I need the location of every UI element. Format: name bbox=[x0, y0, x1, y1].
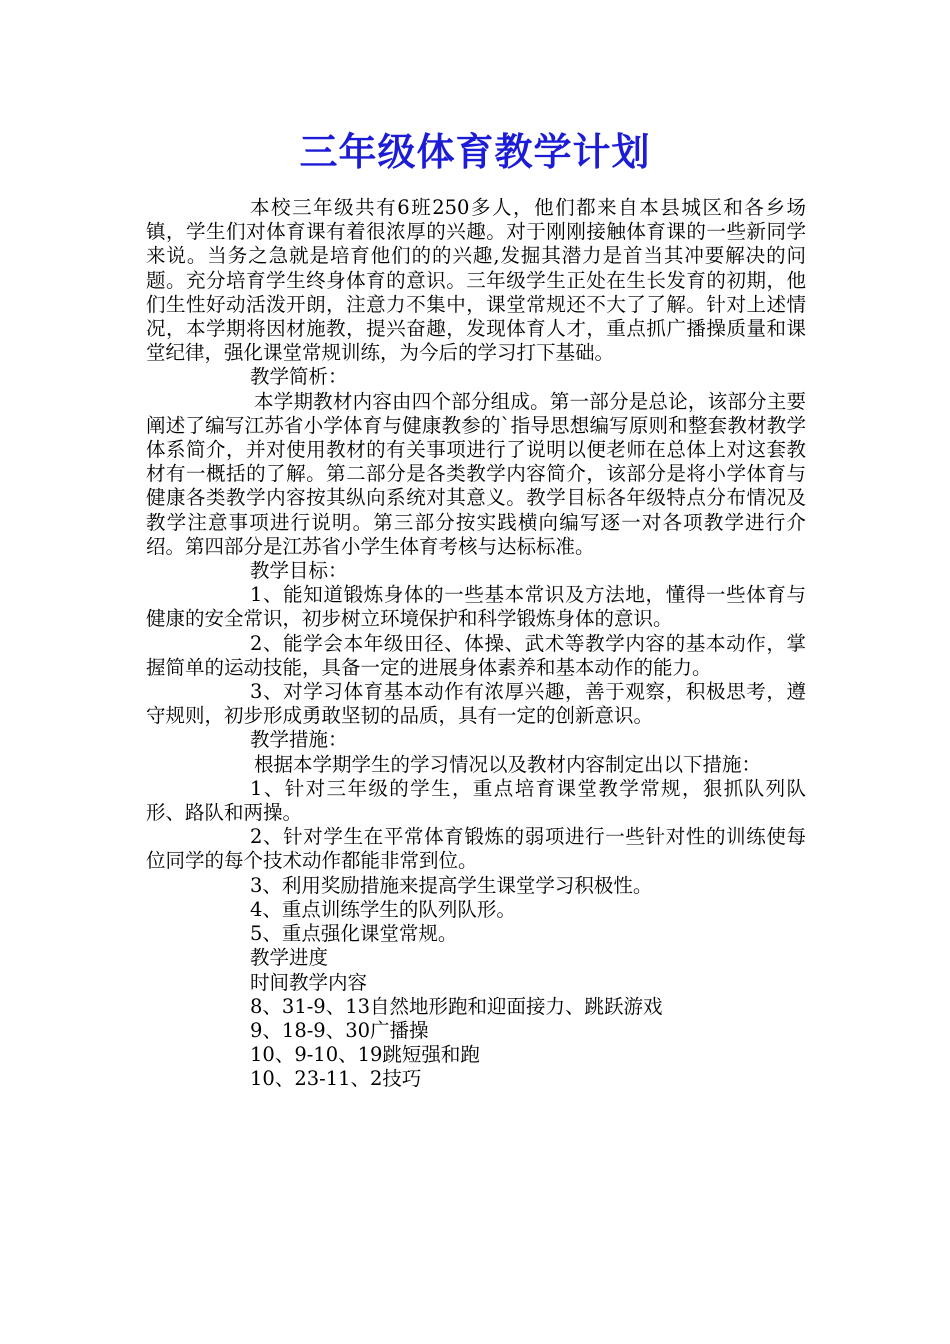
measure-item: 2、针对学生在平常体育锻炼的弱项进行一些针对性的训练使每位同学的每个技术动作都能非常到位。 bbox=[146, 825, 806, 873]
document-title: 三年级体育教学计划 bbox=[299, 130, 651, 174]
analysis-paragraph: 本学期教材内容由四个部分组成。第一部分是总论，该部分主要阐述了编写江苏省小学体育与健康教参的`指导思想编写原则和整套教材教学体系简介，并对使用教材的有关事项进行了说明以便老师在总体上对这套教材有一概括的了解。第二部分是各类教学内容简介，该部分是将小学体育与健康各类教学内容按其纵向系统对其意义。教学目标各年级特点分布情况及教学注意事项进行说明。第三部分按实践横向编写逐一对各项教学进行介绍。第四部分是江苏省小学生体育考核与达标标准。 bbox=[146, 389, 806, 558]
intro-paragraph: 本校三年级共有6班250多人，他们都来自本县城区和各乡场镇，学生们对体育课有着很浓厚的兴趣。对于刚刚接触体育课的一些新同学来说。当务之急就是培育他们的的兴趣,发掘其潜力是首当其冲要解决的问题。充分培育学生终身体育的意识。三年级学生正处在生长发育的初期，他们生性好动活泼开朗，注意力不集中，课堂常规还不大了了解。针对上述情况，本学期将因材施教，提兴奋趣，发现体育人才，重点抓广播操质量和课堂纪律，强化课堂常规训练，为今后的学习打下基础。 bbox=[146, 196, 806, 365]
measure-item: 4、重点训练学生的队列队形。 bbox=[250, 897, 516, 921]
schedule-item: 8、31-9、13自然地形跑和迎面接力、跳跃游戏 bbox=[250, 994, 663, 1018]
analysis-heading: 教学简析： bbox=[250, 365, 348, 389]
goals-heading: 教学目标： bbox=[250, 559, 348, 583]
measures-heading: 教学措施： bbox=[250, 728, 348, 752]
measures-intro: 根据本学期学生的学习情况以及教材内容制定出以下措施： bbox=[254, 752, 762, 776]
progress-subheading: 时间教学内容 bbox=[250, 970, 368, 994]
measure-item: 3、利用奖励措施来提高学生课堂学习积极性。 bbox=[250, 873, 653, 897]
goal-item: 3、对学习体育基本动作有浓厚兴趣，善于观察，积极思考，遵守规则，初步形成勇敢坚韧的品质，具有一定的创新意识。 bbox=[146, 680, 806, 728]
document-body bbox=[146, 196, 806, 1092]
goal-item: 1、能知道锻炼身体的一些基本常识及方法地，懂得一些体育与健康的安全常识，初步树立环境保护和科学锻炼身体的意识。 bbox=[146, 583, 806, 631]
schedule-item: 9、18-9、30广播操 bbox=[250, 1018, 429, 1042]
schedule-item: 10、23-11、2技巧 bbox=[250, 1067, 422, 1091]
goal-item: 2、能学会本年级田径、体操、武术等教学内容的基本动作，掌握简单的运动技能，具备一定的进展身体素养和基本动作的能力。 bbox=[146, 631, 806, 679]
schedule-item: 10、9-10、19跳短强和跑 bbox=[250, 1043, 480, 1067]
progress-heading: 教学进度 bbox=[250, 946, 329, 970]
measure-item: 5、重点强化课堂常规。 bbox=[250, 922, 458, 946]
measure-item: 1、针对三年级的学生，重点培育课堂教学常规，狠抓队列队形、路队和两操。 bbox=[146, 776, 806, 825]
